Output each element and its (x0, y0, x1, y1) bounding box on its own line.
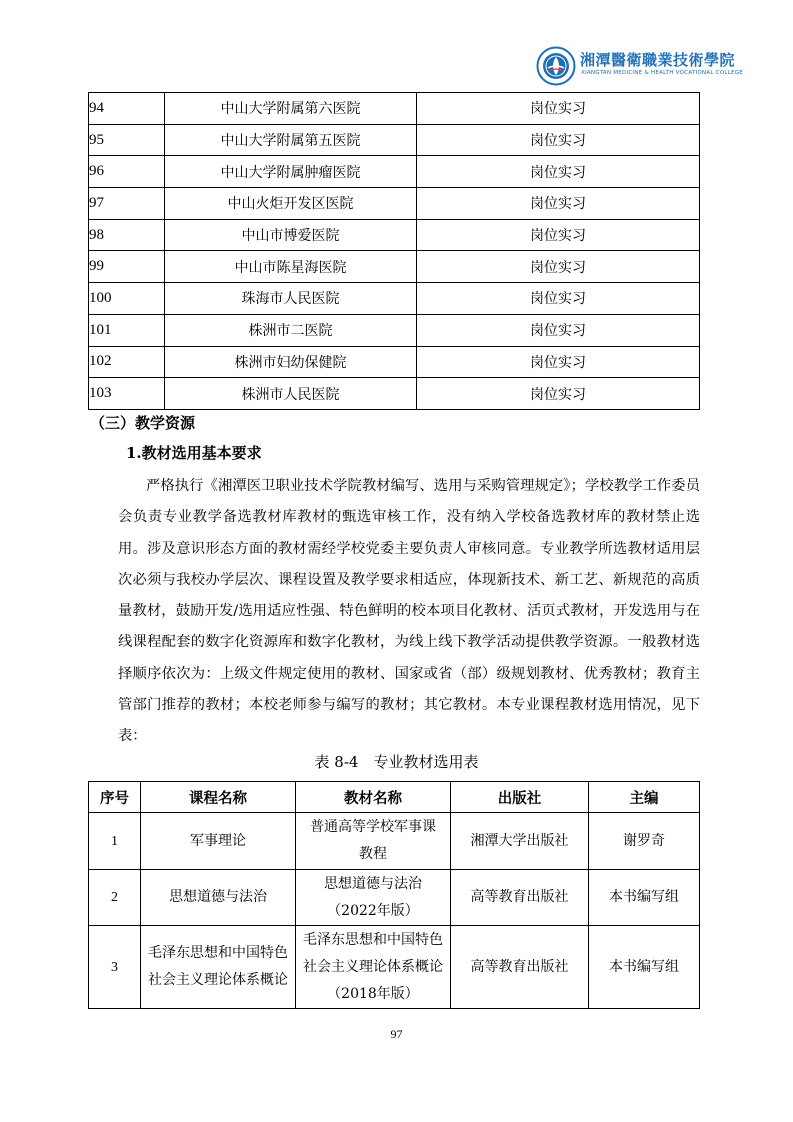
column-header: 教材名称 (296, 782, 451, 813)
table-row (89, 926, 700, 1009)
section-heading: （三）教学资源 (90, 414, 196, 432)
table-row (89, 156, 700, 188)
row-number: 1 (89, 813, 141, 870)
body-paragraph: 严格执行《湘潭医卫职业技术学院教材编写、选用与采购管理规定》；学校教学工作委员会负责专业教学备选教材库教材的甄选审核工作，没有纳入学校备选教材库的教材禁止选用。涉及意识形态方面的教材需经学校党委主要负责人审核同意。专业教学所选教材适用层次必须与我校办学层次、课程设置及教学要求相适应，体现新技术、新工艺、新规范的高质量教材，鼓励开发/选用适应性强、特色鲜明的校本项目化教材、活页式教材，开发选用与在线课程配套的数字化资源库和数字化教材，为线上线下教学活动提供教学资源。一般教材选择顺序依次为：上级文件规定使用的教材、国家或省（部）级规划教材、优秀教材；教育主管部门推荐的教材；本校老师参与编写的教材；其它教材。本专业课程教材选用情况，见下表： (118, 478, 700, 745)
table-row (89, 251, 700, 283)
college-emblem-icon (536, 46, 576, 86)
table-row (89, 378, 700, 410)
table-row (89, 124, 700, 156)
internship-type: 岗位实习 (417, 314, 700, 346)
publisher: 高等教育出版社 (451, 926, 589, 1009)
college-name-english: XIANGTAN MEDICINE & HEALTH VOCATIONAL COLLEGE (581, 70, 743, 76)
table-row (89, 813, 700, 870)
chief-editor: 本书编写组 (589, 926, 700, 1009)
hospital-name: 株洲市二医院 (165, 314, 417, 346)
hospital-name: 中山大学附属第六医院 (165, 93, 417, 125)
table-row (89, 870, 700, 926)
table-row (89, 188, 700, 220)
internship-type: 岗位实习 (417, 346, 700, 378)
page-number: 97 (390, 1027, 403, 1041)
publisher: 高等教育出版社 (451, 870, 589, 926)
hospital-name: 珠海市人民医院 (165, 283, 417, 315)
hospital-name: 株洲市人民医院 (165, 378, 417, 410)
course-name: 思想道德与法治 (141, 870, 296, 926)
table-row (89, 93, 700, 125)
course-name: 军事理论 (141, 813, 296, 870)
chief-editor: 谢罗奇 (589, 813, 700, 870)
hospital-name: 株洲市妇幼保健院 (165, 346, 417, 378)
hospital-name: 中山火炬开发区医院 (165, 188, 417, 220)
internship-type: 岗位实习 (417, 156, 700, 188)
internship-type: 岗位实习 (417, 93, 700, 125)
textbook-selection-table (88, 781, 700, 1009)
row-number: 3 (89, 926, 141, 1009)
row-number: 99 (89, 251, 165, 283)
hospital-name: 中山市博爱医院 (165, 219, 417, 251)
row-number: 98 (89, 219, 165, 251)
internship-type: 岗位实习 (417, 378, 700, 410)
textbook-name: 毛泽东思想和中国特色社会主义理论体系概论（2018年版） (296, 926, 451, 1009)
table-caption: 表 8-4 专业教材选用表 (314, 753, 479, 771)
chief-editor: 本书编写组 (589, 870, 700, 926)
column-header: 序号 (89, 782, 141, 813)
hospital-name: 中山市陈星海医院 (165, 251, 417, 283)
internship-hospital-table (88, 92, 700, 410)
hospital-name: 中山大学附属第五医院 (165, 124, 417, 156)
row-number: 95 (89, 124, 165, 156)
column-header: 出版社 (451, 782, 589, 813)
column-header: 课程名称 (141, 782, 296, 813)
column-header: 主编 (589, 782, 700, 813)
hospital-name: 中山大学附属肿瘤医院 (165, 156, 417, 188)
table-row (89, 219, 700, 251)
college-logo (536, 44, 743, 88)
textbook-name: 普通高等学校军事课教程 (296, 813, 451, 870)
row-number: 103 (89, 378, 165, 410)
subsection-heading: 1.教材选用基本要求 (126, 444, 262, 462)
row-number: 100 (89, 283, 165, 315)
internship-type: 岗位实习 (417, 283, 700, 315)
row-number: 94 (89, 93, 165, 125)
table-row (89, 346, 700, 378)
row-number: 2 (89, 870, 141, 926)
table-row (89, 314, 700, 346)
row-number: 96 (89, 156, 165, 188)
college-name-chinese: 湘潭醫衛職業技術學院 (580, 51, 736, 69)
table-row (89, 283, 700, 315)
publisher: 湘潭大学出版社 (451, 813, 589, 870)
row-number: 97 (89, 188, 165, 220)
internship-type: 岗位实习 (417, 251, 700, 283)
row-number: 102 (89, 346, 165, 378)
row-number: 101 (89, 314, 165, 346)
internship-type: 岗位实习 (417, 188, 700, 220)
internship-type: 岗位实习 (417, 219, 700, 251)
table-header-row (89, 782, 700, 813)
course-name: 毛泽东思想和中国特色社会主义理论体系概论 (141, 926, 296, 1009)
textbook-name: 思想道德与法治（2022年版） (296, 870, 451, 926)
internship-type: 岗位实习 (417, 124, 700, 156)
